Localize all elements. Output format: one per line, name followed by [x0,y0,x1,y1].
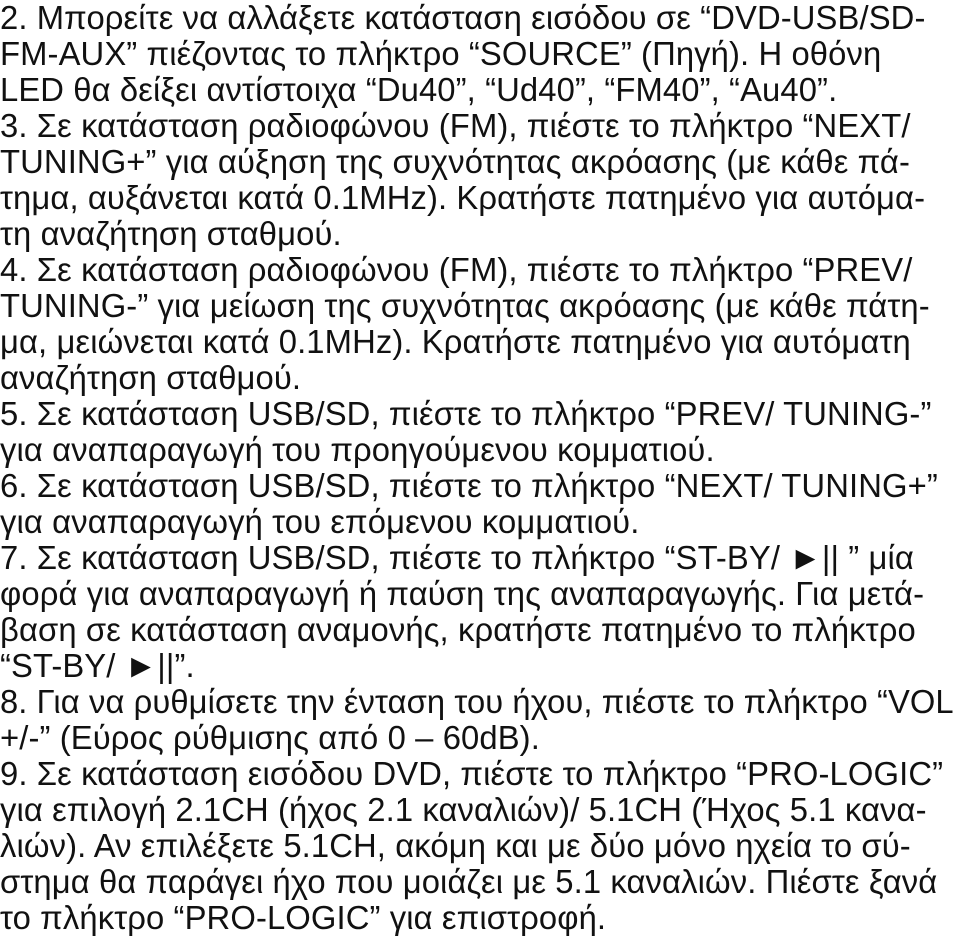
text-line: φορά για αναπαραγωγή ή παύση της αναπαραγωγής. Για μετά- [0,575,925,612]
text-line: FM-AUX” πιέζοντας το πλήκτρο “SOURCE” (Πηγή). Η οθόνη [0,35,882,72]
text-line: βαση σε κατάσταση αναμονής, κρατήστε πατημένο το πλήκτρο [0,611,916,648]
text-line: 4. Σε κατάσταση ραδιοφώνου (FM), πιέστε το πλήκτρο “PREV/ [0,251,913,288]
text-line: για επιλογή 2.1CH (ήχος 2.1 καναλιών)/ 5.1CH (Ήχος 5.1 κανα- [0,791,927,828]
text-line: “ST-BY/ ►||”. [0,647,195,684]
text-line: 8. Για να ρυθμίσετε την ένταση του ήχου, πιέστε το πλήκτρο “VOL [0,683,954,720]
text-line: LED θα δείξει αντίστοιχα “Du40”, “Ud40”, “FM40”, “Au40”. [0,71,838,108]
text-line: στημα θα παράγει ήχο που μοιάζει με 5.1 καναλιών. Πιέστε ξανά [0,863,938,900]
text-line: 9. Σε κατάσταση εισόδου DVD, πιέστε το πλήκτρο “PRO-LOGIC” [0,755,944,792]
text-line: 2. Μπορείτε να αλλάξετε κατάσταση εισόδου σε “DVD-USB/SD- [0,0,926,36]
text-line: 7. Σε κατάσταση USB/SD, πιέστε το πλήκτρο “ST-BY/ ►|| ” μία [0,539,914,576]
text-line: για αναπαραγωγή του προηγούμενου κομματιού. [0,431,715,468]
text-line: 5. Σε κατάσταση USB/SD, πιέστε το πλήκτρο “PREV/ TUNING-” [0,395,932,432]
text-line: TUNING+” για αύξηση της συχνότητας ακρόασης (με κάθε πά- [0,143,910,180]
text-line: +/-” (Εύρος ρύθμισης από 0 – 60dB). [0,719,540,756]
text-line: μα, μειώνεται κατά 0.1MHz). Κρατήστε πατημένο για αυτόματη [0,323,911,360]
text-line: αναζήτηση σταθμού. [0,359,302,396]
text-line: για αναπαραγωγή του επόμενου κομματιού. [0,503,640,540]
text-line: λιών). Αν επιλέξετε 5.1CH, ακόμη και με δύο μόνο ηχεία το σύ- [0,827,911,864]
text-line: 3. Σε κατάσταση ραδιοφώνου (FM), πιέστε το πλήκτρο “NEXT/ [0,107,911,144]
text-line: τημα, αυξάνεται κατά 0.1MHz). Κρατήστε πατημένο για αυτόμα- [0,179,926,216]
text-line: τη αναζήτηση σταθμού. [0,215,342,252]
text-line: το πλήκτρο “PRO-LOGIC” για επιστροφή. [0,899,607,936]
text-line: 6. Σε κατάσταση USB/SD, πιέστε το πλήκτρο “NEXT/ TUNING+” [0,467,938,504]
text-line: TUNING-” για μείωση της συχνότητας ακρόασης (με κάθε πάτη- [0,287,930,324]
